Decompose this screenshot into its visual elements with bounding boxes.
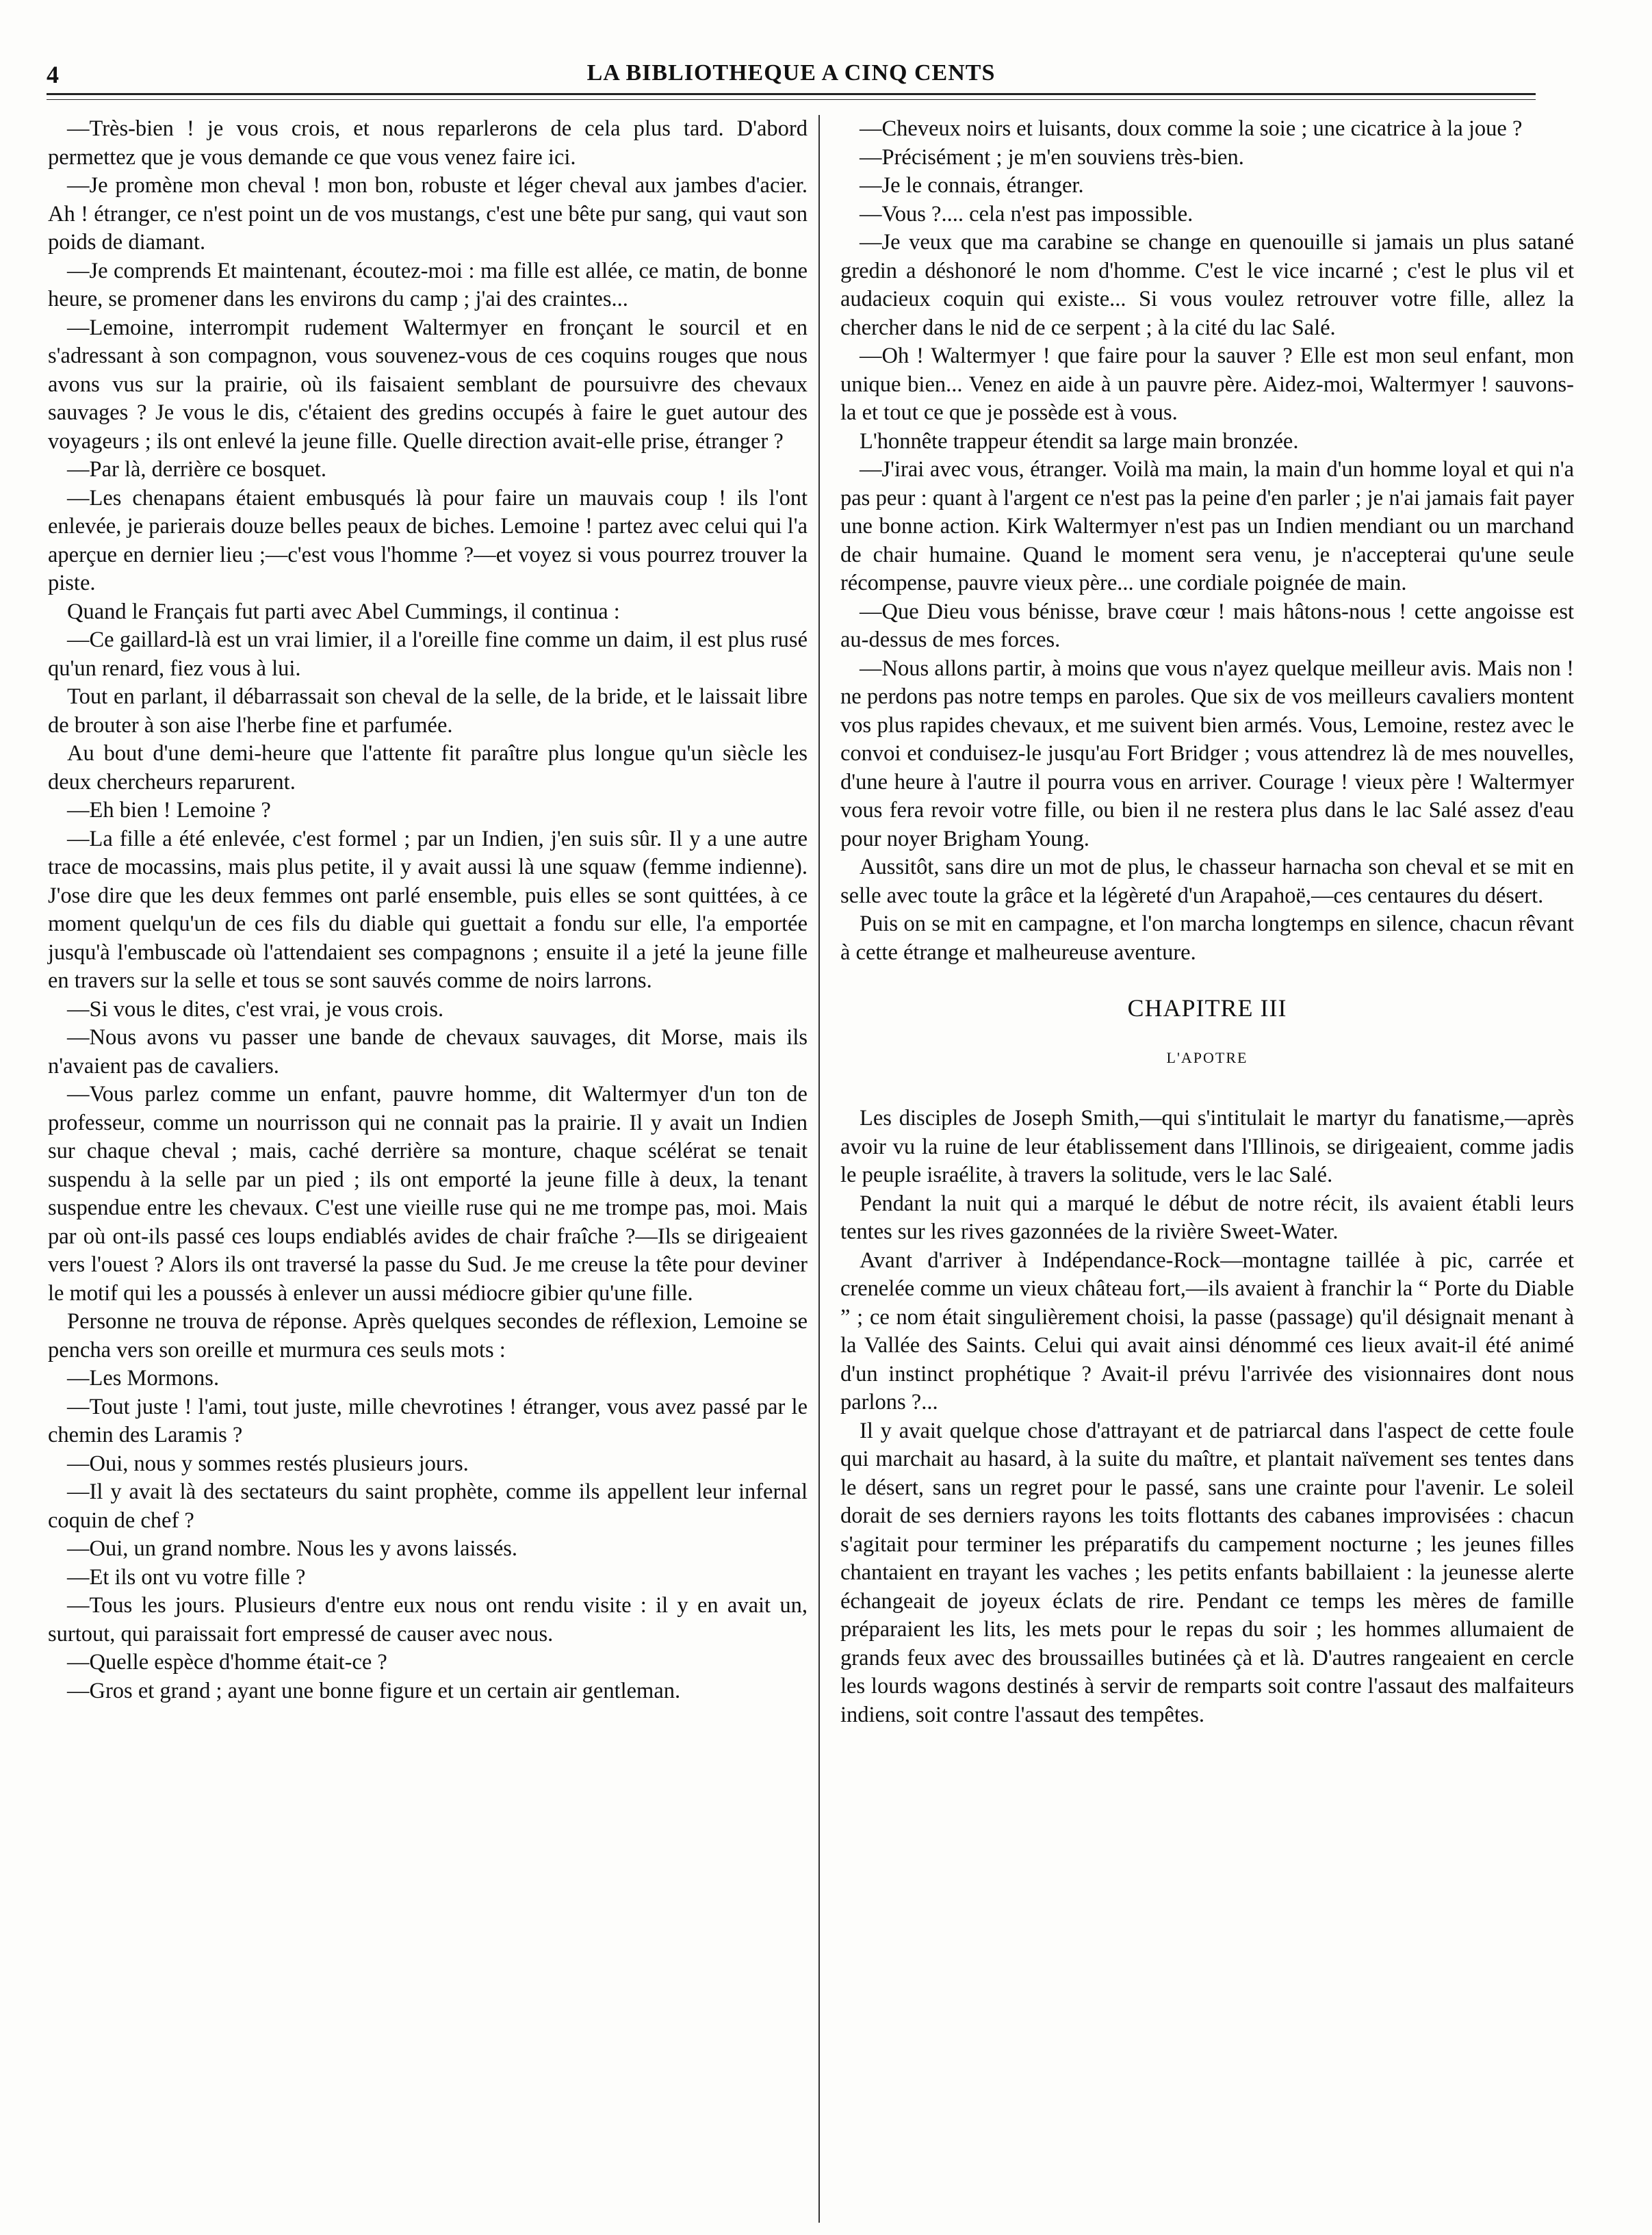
paragraph: —Il y avait là des sectateurs du saint prophète, comme ils appellent leur infernal coquin de chef ? [48,1480,808,1533]
chapter-title: CHAPITRE III [1127,994,1287,1022]
paragraph: —Lemoine, interrompit rudement Waltermyer en fronçant le sourcil et en s'adressant à son compagnon, vous souvenez-vous de ces coquins rouges que nous avons vus sur la prairie, où ils faisaient semblant de poursuivre des chevaux sauvages ? Je vous le dis, c'étaient des gredins occupés à faire le guet autour des voyageurs ; ils ont enlevé la jeune fille. Quelle direction avait-elle prise, étranger ? [48,315,808,454]
paragraph: —Je comprends Et maintenant, écoutez-moi : ma fille est allée, ce matin, de bonne heure, se promener dans les environs du camp ; j'ai des craintes... [48,258,808,311]
paragraph: —Que Dieu vous bénisse, brave cœur ! mais hâtons-nous ! cette angoisse est au-dessus de mes forces. [840,599,1574,652]
paragraph: —Je le connais, étranger. [860,173,1084,198]
paragraph: —Précisément ; je m'en souviens très-bien. [860,144,1244,170]
chapter-subtitle: L'APOTRE [1166,1048,1248,1066]
paragraph: Pendant la nuit qui a marqué le début de notre récit, ils avaient établi leurs tentes sur les rives gazonnées de la rivière Sweet-Water. [840,1191,1574,1244]
paragraph: —Oh ! Waltermyer ! que faire pour la sauver ? Elle est mon seul enfant, mon unique bien... Venez en aide à un pauvre père. Aidez-moi, Waltermyer ! sauvons-la et tout ce que je possède est à vous. [840,344,1574,425]
paragraph: —Eh bien ! Lemoine ? [67,798,271,823]
paragraph: —Oui, nous y sommes restés plusieurs jours. [67,1451,469,1476]
paragraph: —Quelle espèce d'homme était-ce ? [67,1650,387,1675]
paragraph: Tout en parlant, il débarrassait son cheval de la selle, de la bride, et le laissait libre de brouter à son aise l'herbe fine et parfumée. [48,684,808,738]
paragraph: Au bout d'une demi-heure que l'attente fit paraître plus longue qu'un siècle les deux chercheurs reparurent. [48,741,808,794]
paragraph: Avant d'arriver à Indépendance-Rock—montagne taillée à pic, carrée et crenelée comme un vieux château fort,—ils avaient à franchir la “ Porte du Diable ” ; ce nom était singulièrement choisi, la passe (passage) qu'il désignait menant à la Vallée des Saints. Celui qui avait ainsi dénommé ces lieux avait-il été animé d'un instinct prophétique ? Avait-il prévu l'arrivée des visionnaires dont nous parlons ?... [840,1248,1574,1414]
paragraph: —Gros et grand ; ayant une bonne figure et un certain air gentleman. [67,1678,681,1703]
paragraph: Quand le Français fut parti avec Abel Cummings, il continua : [67,599,620,624]
paragraph: —Si vous le dites, c'est vrai, je vous crois. [67,996,444,1022]
paragraph: —Nous allons partir, à moins que vous n'ayez quelque meilleur avis. Mais non ! ne perdons pas notre temps en paroles. Que six de vos meilleurs cavaliers montent vos plus rapides chevaux, et me suivent bien armés. Vous, Lemoine, restez avec le convoi et conduisez-le jusqu'au Fort Bridger ; vous attendrez là de mes nouvelles, d'une heure à l'autre il pourra vous en arriver. Courage ! vieux père ! Waltermyer vous fera revoir votre fille, ou bien il ne restera plus dans le lac Salé assez d'eau pour noyer Brigham Young. [840,656,1574,851]
page-number: 4 [47,61,59,88]
column-divider [818,115,820,2223]
paragraph: —Cheveux noirs et luisants, doux comme la soie ; une cicatrice à la joue ? [860,116,1523,141]
paragraph: —Je veux que ma carabine se change en quenouille si jamais un plus satané gredin a déshonoré le nom d'homme. C'est le vice incarné ; c'est le plus vil et audacieux coquin qui existe... Si vous voulez retrouver votre fille, allez la chercher dans le nid de ce serpent ; à la cité du lac Salé. [840,230,1574,340]
paragraph: —La fille a été enlevée, c'est formel ; par un Indien, j'en suis sûr. Il y a une autre trace de mocassins, mais plus petite, il y avait aussi là une squaw (femme indienne). J'ose dire que les deux femmes ont parlé ensemble, puis elles se sont quittées, à ce moment quelqu'un de ces fils du diable qui guettait a fondu sur elle, l'a emportée jusqu'à l'embuscade où l'attendaient ses compagnons ; ensuite il a jeté la jeune fille en travers sur la selle et tous se sont sauvés comme de noirs larrons. [48,826,808,993]
paragraph: —Vous parlez comme un enfant, pauvre homme, dit Waltermyer d'un ton de professeur, comme un nourrisson qui ne connait pas la prairie. Il y avait un Indien sur chaque cheval ; mais, caché derrière sa monture, chaque scélérat se tenait suspendu à la selle par un pied ; ils ont emporté la jeune fille à deux, la tenant suspendue entre les chevaux. C'est une vieille ruse qui ne me trompe pas, moi. Mais par où ont-ils passé ces loups endiablés avides de chair fraîche ?—Ils se dirigeaient vers l'ouest ? Alors ils ont traversé la passe du Sud. Je me creuse la tête pour deviner le motif qui les a poussés à enlever un aussi médiocre gibier qu'une fille. [48,1082,808,1306]
paragraph: Les disciples de Joseph Smith,—qui s'intitulait le martyr du fanatisme,—après avoir vu la ruine de leur établissement dans l'Illinois, se dirigeaient, comme jadis le peuple israélite, à travers la solitude, vers le lac Salé. [840,1106,1574,1187]
right-column-text-before [840,115,1574,967]
paragraph: —Tous les jours. Plusieurs d'entre eux nous ont rendu visite : il y en avait un, surtout, qui paraissait fort empressé de causer avec nous. [48,1593,808,1646]
paragraph: —Et ils ont vu votre fille ? [67,1564,306,1590]
right-column [840,115,1574,1729]
paragraph: —Oui, un grand nombre. Nous les y avons laissés. [67,1536,518,1561]
left-column [48,115,808,1705]
paragraph: —Les Mormons. [67,1366,220,1391]
right-column-text-after [840,1104,1574,1729]
paragraph: —Nous avons vu passer une bande de chevaux sauvages, dit Morse, mais ils n'avaient pas de cavaliers. [48,1025,808,1078]
paragraph: —Les chenapans étaient embusqués là pour faire un mauvais coup ! ils l'ont enlevée, je parierais douze belles peaux de biches. Lemoine ! partez avec celui qui l'a aperçue en dernier lieu ;—c'est vous l'homme ?—et voyez si vous pourrez trouver la piste. [48,485,808,595]
paragraph: L'honnête trappeur étendit sa large main bronzée. [860,428,1299,454]
paragraph: Aussitôt, sans dire un mot de plus, le chasseur harnacha son cheval et se mit en selle avec toute la grâce et la légèreté d'un Arapahoë,—ces centaures du désert. [840,855,1574,908]
paragraph: —Vous ?.... cela n'est pas impossible. [860,201,1193,227]
paragraph: —Très-bien ! je vous crois, et nous reparlerons de cela plus tard. D'abord permettez que je vous demande ce que vous venez faire ici. [48,116,808,170]
paragraph: —Ce gaillard-là est un vrai limier, il a l'oreille fine comme un daim, il est plus rusé qu'un renard, fiez vous à lui. [48,628,808,681]
paragraph: —Tout juste ! l'ami, tout juste, mille chevrotines ! étranger, vous avez passé par le chemin des Laramis ? [48,1394,808,1447]
paragraph: —Je promène mon cheval ! mon bon, robuste et léger cheval aux jambes d'acier. Ah ! étranger, ce n'est point un de vos mustangs, c'est une bête pur sang, qui vaut son poids de diamant. [48,173,808,255]
paragraph: Personne ne trouva de réponse. Après quelques secondes de réflexion, Lemoine se pencha vers son oreille et murmura ces seuls mots : [48,1309,808,1362]
paragraph: Puis on se mit en campagne, et l'on marcha longtemps en silence, chacun rêvant à cette étrange et malheureuse aventure. [840,912,1574,965]
paragraph: —Par là, derrière ce bosquet. [67,457,327,482]
paragraph: Il y avait quelque chose d'attrayant et de patriarcal dans l'aspect de cette foule qui marchait au hasard, à la suite du maître, et plantait naïvement ses tentes dans le désert, sans un regret pour le passé, sans une crainte pour l'avenir. Le soleil dorait de ses derniers rayons les toits flottants des cabanes improvisées : chacun s'agitait pour terminer les préparatifs du campement nocturne ; les jeunes filles chantaient en trayant les vaches ; les petits enfants babillaient : la jeunesse alerte échangeait de joyeux éclats de rire. Pendant ce temps les mères de famille préparaient les lits, les mets pour le repas du soir ; les hommes allumaient de grands feux avec des broussailles butinées çà et là. D'autres rangeaient en cercle les lourds wagons destinés à servir de remparts soit contre l'assaut des malfaiteurs indiens, soit contre l'assaut des tempêtes. [840,1418,1574,1727]
header-rule [47,93,1536,100]
running-title: LA BIBLIOTHEQUE A CINQ CENTS [586,60,996,86]
paragraph: —J'irai avec vous, étranger. Voilà ma main, la main d'un homme loyal et qui n'a pas peur : quant à l'argent ce n'est pas la peine d'en parler ; je n'ai jamais fait payer une bonne action. Kirk Waltermyer n'est pas un Indien mendiant ou un marchand de chair humaine. Quand le moment sera venu, je n'accepterai qu'une seule récompense, pauvre vieux père... une cordiale poignée de main. [840,457,1574,595]
